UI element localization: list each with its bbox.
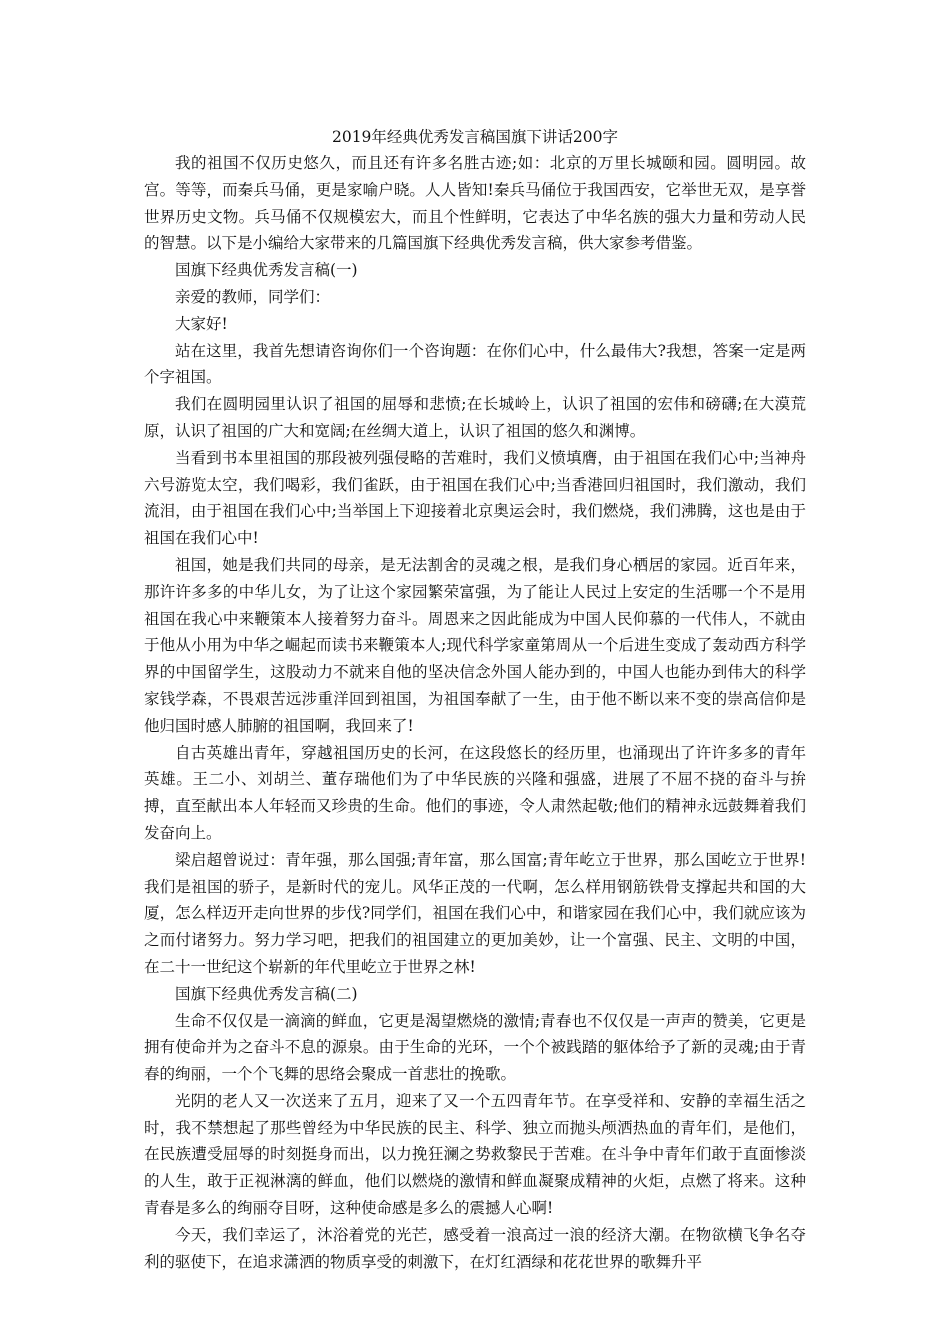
document-title: 2019年经典优秀发言稿国旗下讲话200字 [331,128,619,146]
paragraph: 生命不仅仅是一滴滴的鲜血，它更是渴望燃烧的激情;青春也不仅仅是一声声的赞美，它更是拥有使命并为之奋斗不息的源泉。由于生命的光环，一个个被践踏的躯体给予了新的灵魂;由于青春的绚丽，一个个飞舞的思络会聚成一首悲壮的挽歌。 [144,1011,806,1084]
section-heading-two: 国旗下经典优秀发言稿(二) [175,984,358,1003]
paragraph: 当看到书本里祖国的那段被列强侵略的苦难时，我们义愤填膺，由于祖国在我们心中;当神舟六号游览太空，我们喝彩，我们雀跃，由于祖国在我们心中;当香港回归祖国时，我们激动，我们流泪，由于祖国在我们心中;当举国上下迎接着北京奥运会时，我们燃烧，我们沸腾，这也是由于祖国在我们心中! [144,448,806,548]
paragraph-salutation: 亲爱的教师，同学们： [175,287,331,306]
paragraph: 今天，我们幸运了，沐浴着党的光芒，感受着一浪高过一浪的经济大潮。在物欲横飞争名夺利的驱使下，在追求潇洒的物质享受的刺激下，在灯红酒绿和花花世界的歌舞升平 [144,1225,806,1271]
paragraph: 光阴的老人又一次送来了五月，迎来了又一个五四青年节。在享受祥和、安静的幸福生活之时，我不禁想起了那些曾经为中华民族的民主、科学、独立而抛头颅洒热血的青年们，是他们，在民族遭受屈辱的时刻挺身而出，以力挽狂澜之势救黎民于苦难。在斗争中青年们敢于直面惨淡的人生，敢于正视淋漓的鲜血，他们以燃烧的激情和鲜血凝聚成精神的火炬，点燃了将来。这种青春是多么的绚丽夺目呀，这种使命感是多么的震撼人心啊! [144,1091,806,1218]
paragraph-intro: 我的祖国不仅历史悠久，而且还有许多名胜古迹;如：北京的万里长城颐和园。圆明园。故宫。等等，而秦兵马俑，更是家喻户晓。人人皆知!秦兵马俑位于我国西安，它举世无双，是享誉世界历史文物。兵马俑不仅规模宏大，而且个性鲜明，它表达了中华名族的强大力量和劳动人民的智慧。以下是小编给大家带来的几篇国旗下经典优秀发言稿，供大家参考借鉴。 [144,154,806,253]
paragraph-greeting: 大家好! [175,314,228,333]
paragraph: 我们在圆明园里认识了祖国的屈辱和悲愤;在长城岭上，认识了祖国的宏伟和磅礴;在大漠荒原，认识了祖国的广大和宽阔;在丝绸大道上，认识了祖国的悠久和渊博。 [144,395,806,440]
paragraph: 梁启超曾说过：青年强，那么国强;青年富，那么国富;青年屹立于世界，那么国屹立于世界!我们是祖国的骄子，是新时代的宠儿。风华正茂的一代啊，怎么样用钢筋铁骨支撑起共和国的大厦，怎么样迈开走向世界的步伐?同学们，祖国在我们心中，和谐家园在我们心中，我们就应该为之而付诸努力。努力学习吧，把我们的祖国建立的更加美妙，让一个富强、民主、文明的中国，在二十一世纪这个崭新的年代里屹立于世界之林! [144,850,806,976]
paragraph: 站在这里，我首先想请咨询你们一个咨询题：在你们心中，什么最伟大?我想，答案一定是两个字祖国。 [144,341,806,387]
paragraph: 祖国，她是我们共同的母亲，是无法割舍的灵魂之根，是我们身心栖居的家园。近百年来，那许许多多的中华儿女，为了让这个家园繁荣富强，为了能让人民过上安定的生活哪一个不是用祖国在我心中来鞭策本人接着努力奋斗。周恩来之因此能成为中国人民仰慕的一代伟人，不就由于他从小用为中华之崛起而读书来鞭策本人;现代科学家童第周从一个后进生变成了轰动西方科学界的中国留学生，这股动力不就来自他的坚决信念外国人能办到的，中国人也能办到伟大的科学家钱学森，不畏艰苦远涉重洋回到祖国，为祖国奉献了一生，由于他不断以来不变的崇高信仰是他归国时感人肺腑的祖国啊，我回来了! [144,555,806,735]
document-body [144,126,806,1275]
section-heading-one: 国旗下经典优秀发言稿(一) [175,261,358,280]
paragraph: 自古英雄出青年，穿越祖国历史的长河，在这段悠长的经历里，也涌现出了许许多多的青年英雄。王二小、刘胡兰、董存瑞他们为了中华民族的兴隆和强盛，进展了不屈不挠的奋斗与拚搏，直至献出本人年轻而又珍贵的生命。他们的事迹，令人肃然起敬;他们的精神永远鼓舞着我们发奋向上。 [144,743,806,842]
